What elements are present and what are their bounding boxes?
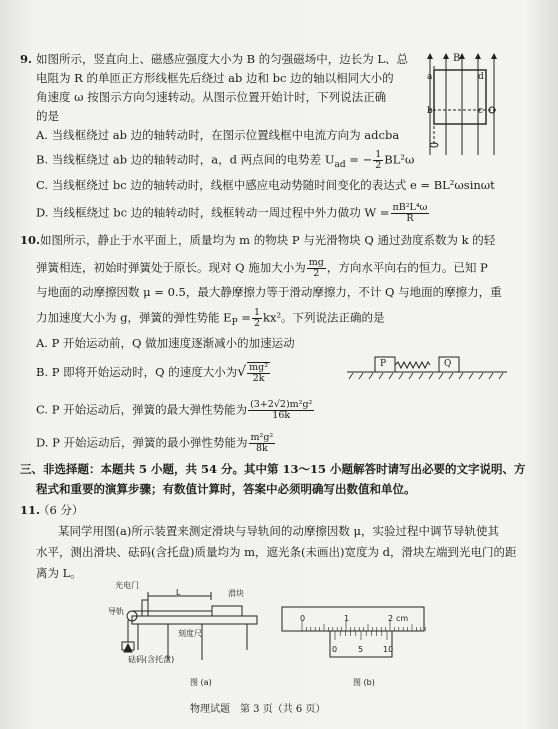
q9-option-d: D. 当线框绕过 bc 边的轴转动时，线框转动一周过程中外力做功 W = $\frac{\text{πB²L⁴ω}}{R}$: [36, 202, 428, 224]
q9-option-c: C. 当线框绕过 bc 边的轴转动时，线框中感应电动势随时间变化的表达式 e = BL²ωsinωt: [36, 178, 495, 192]
q9-line4: 的是: [36, 109, 59, 123]
q11-number: 11.: [20, 503, 41, 517]
q11-line2: 水平，测出滑块、砝码(含托盘)质量均为 m，遮光条(未画出)宽度为 d，滑块左端到光电门的距: [36, 545, 517, 559]
scale-unit: cm: [396, 614, 409, 623]
q9-option-a: A. 当线框绕过 ab 边的轴转动时，在图示位置线框中电流方向为 adcba: [36, 128, 400, 142]
q10-line2: 弹簧相连，初始时弹簧处于原长。现对 Q 施加大小为 $\frac{mg}{2}$ ，方向水平向右的恒力。已知 P: [36, 257, 488, 279]
q9-line1: 如图所示，竖直向上、磁感应强度大小为 B 的匀强磁场中，边长为 L、总: [36, 52, 409, 66]
scale-tick-1: 1: [344, 614, 350, 623]
q10-option-a: A. P 开始运动前，Q 做加速度逐渐减小的加速运动: [36, 336, 295, 350]
section3-line2: 程式和重要的演算步骤；有数值计算时，答案中必须明确写出数值和单位。: [36, 482, 416, 496]
rail-label: 导轨: [108, 607, 124, 616]
fig9-label-B: B: [453, 53, 461, 64]
q9-number: 9.: [20, 52, 33, 66]
q10-line1: 如图所示，静止于水平面上，质量均为 m 的物块 P 与光滑物块 Q 通过劲度系数为 k 的轻: [40, 233, 496, 247]
section3-line1: 三、非选择题：本题共 5 小题，共 54 分。其中第 13～15 小题解答时请写出必要的文字说明、方: [20, 462, 526, 476]
vernier-tick-0: 0: [332, 645, 338, 654]
q10-line4: 力加速度大小为 g，弹簧的弹性势能 $E_P$ = $\frac{1}{2}$ kx²。下列说法正确的是: [36, 307, 385, 329]
page-footer: 物理试题 第 3 页（共 6 页）: [190, 704, 326, 715]
vernier-tick-10: 10: [383, 645, 394, 654]
distance-L-label: L: [176, 588, 181, 597]
ruler-label: 刻度尺: [178, 629, 202, 638]
vernier-tick-5: 5: [358, 645, 364, 654]
q10-option-c: C. P 开始运动后，弹簧的最大弹性势能为 $\frac{\text{(3+2√2)m²g²}}{16k}$: [36, 399, 313, 421]
scale-tick-0: 0: [300, 614, 306, 623]
block-P-label: P: [380, 359, 387, 369]
q10-line3: 与地面的动摩擦因数 μ = 0.5，最大静摩擦力等于滑动摩擦力，不计 Q 与地面的摩擦力，重: [36, 285, 502, 299]
q9-line2: 电阻为 R 的单匝正方形线框先后绕过 ab 边和 bc 边的轴以相同大小的: [36, 71, 394, 85]
fig9-label-d: d: [478, 72, 484, 82]
q10-option-b: B. P 即将开始运动时，Q 的速度大小为√ $\frac{\text{mg²}}{2k}$: [36, 362, 269, 384]
weights-label: 砝码(含托盘): [128, 655, 175, 664]
figure-a-caption: 图 (a): [190, 678, 212, 687]
q11-line1: 某同学用图(a)所示装置来测定滑块与导轨间的动摩擦因数 μ，实验过程中调节导轨使其: [58, 524, 499, 538]
photogate-label: 光电门: [115, 581, 139, 590]
magnetic-field-diagram: [422, 50, 502, 160]
q10-option-d: D. P 开始运动后，弹簧的最小弹性势能为 $\frac{\text{m²g²}}{8k}$: [36, 432, 274, 454]
q9-option-b: B. 当线框绕过 ab 边的轴转动时，a，d 两点间的电势差 $U_{ad}$ = − $\frac{1}{2}$ BL²ω: [36, 149, 415, 171]
q9-line3: 角速度 ω 按图示方向匀速转动。从图示位置开始计时，下列说法正确: [36, 90, 387, 104]
slider-label: 滑块: [228, 589, 244, 598]
q10-number: 10.: [20, 233, 41, 247]
fig9-label-c: c: [478, 106, 484, 116]
fig9-label-a: a: [427, 72, 433, 82]
scale-tick-2: 2: [388, 614, 394, 623]
figure-b-caption: 图 (b): [353, 678, 375, 687]
q11-line3: 离为 L。: [36, 566, 82, 580]
block-Q-label: Q: [444, 359, 452, 369]
fig9-label-b: b: [427, 106, 433, 116]
spring-blocks-diagram: [345, 354, 510, 380]
q11-score: （6 分）: [38, 503, 84, 517]
